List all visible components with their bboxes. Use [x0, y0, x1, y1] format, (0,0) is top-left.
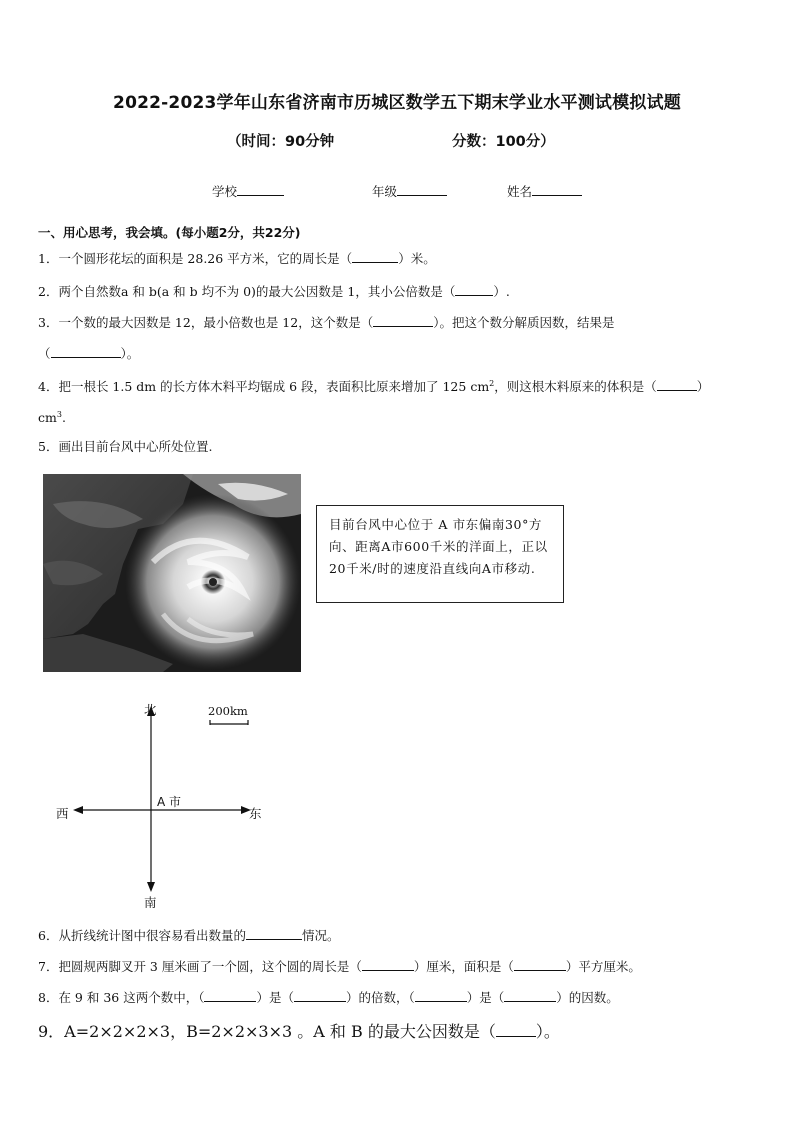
- city-a-label: A 市: [157, 795, 182, 809]
- name-field: [507, 182, 582, 200]
- scale-label: 200km: [208, 704, 248, 718]
- question-9: 9．A=2×2×2×3，B=2×2×3×3 。A 和 B 的最大公因数是（ ）。: [38, 1022, 560, 1041]
- west-arrow-icon: [73, 806, 83, 814]
- name-label: 姓名: [507, 184, 533, 199]
- east-label: 东: [249, 806, 262, 821]
- answer-blank: [504, 989, 556, 1002]
- answer-blank: [246, 927, 302, 940]
- answer-blank: [496, 1024, 536, 1037]
- question-6: 6．从折线统计图中很容易看出数量的 情况。: [38, 928, 340, 943]
- page-title: 2022-2023学年山东省济南市历城区数学五下期末学业水平测试模拟试题: [113, 93, 681, 113]
- school-blank: [237, 183, 284, 196]
- west-label: 西: [56, 806, 69, 821]
- question-8: 8．在 9 和 36 这两个数中，（ ）是（ ）的倍数，（ ）是（ ）的因数。: [38, 990, 619, 1005]
- south-arrow-icon: [147, 882, 155, 892]
- question-4-continued: $cm^3$.: [38, 410, 66, 426]
- north-label: 北: [144, 702, 157, 717]
- grade-label: 年级: [372, 184, 398, 199]
- question-4: 4．把一根长 1.5 dm 的长方体木料平均锯成 6 段，表面积比原来增加了 125 $cm^2$，则这根木料原来的体积是（ ）: [38, 379, 710, 395]
- answer-blank: [51, 345, 121, 358]
- answer-blank: [352, 250, 398, 263]
- answer-blank: [294, 989, 346, 1002]
- satellite-typhoon-image: [43, 474, 301, 672]
- question-7: 7．把圆规两脚叉开 3 厘米画了一个圆，这个圆的周长是（ ）厘米，面积是（ ）平方厘米。: [38, 959, 641, 974]
- question-3-continued: （ ）。: [38, 346, 140, 361]
- grade-field: [372, 182, 447, 200]
- question-3: 3．一个数的最大因数是 12，最小倍数也是 12，这个数是（ ）。把这个数分解质因数，结果是: [38, 315, 615, 330]
- answer-blank: [657, 378, 697, 391]
- grade-blank: [397, 183, 447, 196]
- answer-blank: [455, 283, 493, 296]
- section-heading: 一、用心思考，我会填。(每小题2分，共22分): [38, 225, 301, 240]
- school-label: 学校: [212, 184, 238, 199]
- school-field: [212, 182, 284, 200]
- time-label: （时间：90分钟: [227, 134, 335, 150]
- answer-blank: [362, 958, 414, 971]
- question-1: 1．一个圆形花坛的面积是 28.26 平方米，它的周长是（ ）米。: [38, 251, 436, 266]
- answer-blank: [204, 989, 256, 1002]
- south-label: 南: [144, 895, 157, 910]
- answer-blank: [514, 958, 566, 971]
- answer-blank: [373, 314, 433, 327]
- name-blank: [532, 183, 582, 196]
- question-2: 2．两个自然数a 和 b(a 和 b 均不为 0)的最大公因数是 1，其小公倍数是（ ）.: [38, 284, 510, 299]
- answer-blank: [415, 989, 467, 1002]
- question-5: 5．画出目前台风中心所处位置.: [38, 439, 213, 454]
- typhoon-info-box: 目前台风中心位于 A 市东偏南30°方向、距离A市600千米的洋面上，正以20千米/时的速度沿直线向A市移动.: [316, 505, 564, 603]
- score-label: 分数：100分）: [452, 134, 555, 150]
